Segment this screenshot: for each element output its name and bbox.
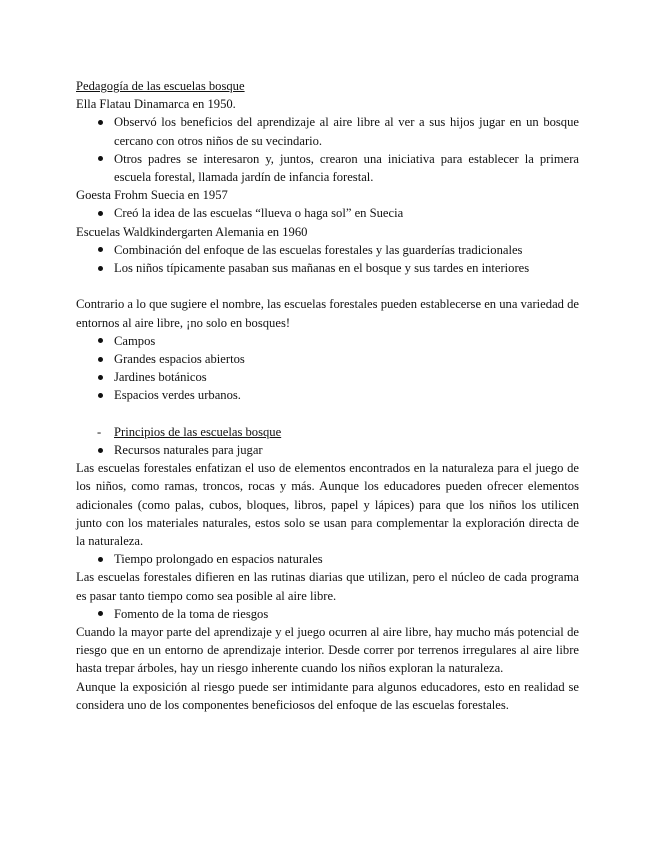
list-item: Fomento de la toma de riesgos xyxy=(76,605,579,623)
section-label-waldkindergarten: Escuelas Waldkindergarten Alemania en 1960 xyxy=(76,224,308,239)
list-item: Grandes espacios abiertos xyxy=(76,350,579,368)
bullet-list-principle-3 xyxy=(76,605,579,623)
principles-title: Principios de las escuelas bosque xyxy=(114,424,282,439)
list-item: Otros padres se interesaron y, juntos, crearon una iniciativa para establecer la primera escuela forestal, llamada jardín de infancia forestal. xyxy=(76,150,579,186)
principle-1-text: Las escuelas forestales enfatizan el uso de elementos encontrados en la naturaleza para el juego de los niños, como ramas, troncos, rocas y más. Aunque los educadores pueden ofrecer elementos adicionales (como palas, cubos, bloques, libros, papel y lápices) para que los niños los utilicen junto con los materiales naturales, estos solo se usan para complementar la exploración directa de la naturaleza. xyxy=(76,461,579,549)
spacer xyxy=(76,405,579,423)
section-label-frohm: Goesta Frohm Suecia en 1957 xyxy=(76,188,228,203)
list-item: Observó los beneficios del aprendizaje al aire libre al ver a sus hijos jugar en un bosque cercano con otros niños de su vecindario. xyxy=(76,113,579,149)
principle-3-text-2: Aunque la exposición al riesgo puede ser intimidante para algunos educadores, esto en realidad se considera uno de los componentes beneficiosos del enfoque de las escuelas forestales. xyxy=(76,679,579,712)
principle-2-text: Las escuelas forestales difieren en las rutinas diarias que utilizan, pero el núcleo de cada programa es pasar tanto tiempo como sea posible al aire libre. xyxy=(76,570,579,603)
list-item: Espacios verdes urbanos. xyxy=(76,386,579,404)
document-body xyxy=(76,77,579,714)
list-item: Los niños típicamente pasaban sus mañanas en el bosque y sus tardes en interiores xyxy=(76,259,579,277)
principles-heading xyxy=(76,423,579,441)
list-item: Creó la idea de las escuelas “llueva o haga sol” en Suecia xyxy=(76,204,579,222)
list-item: Combinación del enfoque de las escuelas forestales y las guarderías tradicionales xyxy=(76,241,579,259)
dash-marker: - xyxy=(97,424,102,439)
bullet-list-frohm xyxy=(76,204,579,222)
bullet-list-settings xyxy=(76,332,579,405)
bullet-list-principle-2 xyxy=(76,550,579,568)
page-heading: Pedagogía de las escuelas bosque xyxy=(76,79,245,93)
spacer xyxy=(76,277,579,295)
settings-intro: Contrario a lo que sugiere el nombre, las escuelas forestales pueden establecerse en una variedad de entornos al aire libre, ¡no solo en bosques! xyxy=(76,297,579,330)
bullet-list-principle-1 xyxy=(76,441,579,459)
bullet-list-flatau xyxy=(76,113,579,186)
list-item: Jardines botánicos xyxy=(76,368,579,386)
list-item: Tiempo prolongado en espacios naturales xyxy=(76,550,579,568)
list-item: Campos xyxy=(76,332,579,350)
section-label-flatau: Ella Flatau Dinamarca en 1950. xyxy=(76,97,236,112)
list-item: Recursos naturales para jugar xyxy=(76,441,579,459)
bullet-list-waldkindergarten xyxy=(76,241,579,277)
principle-3-text-1: Cuando la mayor parte del aprendizaje y el juego ocurren al aire libre, hay mucho más potencial de riesgo que en un entorno de aprendizaje interior. Desde correr por terrenos irregulares al aire libre hasta trepar árboles, hay un riesgo inherente cuando los niños exploran la naturaleza. xyxy=(76,625,579,676)
